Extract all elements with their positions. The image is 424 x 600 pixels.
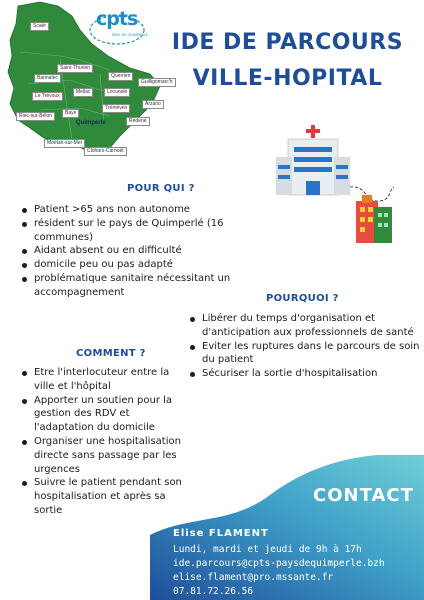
list-item: Apporter un soutien pour la gestion des RDV et l'adaptation du domicile (20, 394, 186, 435)
contact-email-2[interactable]: elise.flament@pro.mssante.fr (173, 572, 334, 583)
list-item: Sécuriser la sortie d'hospitalisation (188, 367, 420, 381)
contact-title: CONTACT (313, 485, 414, 506)
town-label: Saint-Thurien (57, 64, 93, 73)
town-label-main: Quimperlé (76, 120, 106, 126)
list-item: Etre l'interlocuteur entre la ville et l'hôpital (20, 366, 186, 394)
list-item: Aidant absent ou en difficulté (20, 244, 280, 258)
page-title-line2: VILLE-HOPITAL (192, 66, 383, 91)
town-label: Baye (62, 109, 79, 118)
page-title-line1: IDE DE PARCOURS (171, 30, 404, 55)
pour-qui-heading: POUR QUI ? (127, 183, 195, 194)
pourquoi-list (188, 312, 420, 381)
contact-hours: Lundi, mardi et jeudi de 9h à 17h (173, 544, 362, 555)
town-label: Tréméven (102, 104, 130, 113)
town-label: Clohars-Carnoët (84, 147, 127, 156)
pourquoi-heading: POURQUOI ? (266, 293, 339, 304)
contact-name: Elise FLAMENT (173, 528, 269, 539)
town-label: Riec-sur-Bélon (16, 112, 55, 121)
town-label: Arzano (142, 100, 164, 109)
town-label: Locunolé (104, 88, 130, 97)
hospital-illustration-icon (268, 125, 408, 245)
list-item: Organiser une hospitalisation directe sans passage par les urgences (20, 435, 186, 476)
town-label: Querrien (108, 72, 133, 81)
town-label: Scaër (30, 22, 49, 31)
list-item: problématique sanitaire nécessitant un accompagnement (20, 272, 280, 300)
town-label: Moëlan-sur-Mer (44, 139, 85, 148)
list-item: résident sur le pays de Quimperlé (16 communes) (20, 217, 280, 245)
logo-subtitle: PAYS DE QUIMPERLÉ (112, 33, 148, 37)
list-item: domicile peu ou pas adapté (20, 258, 280, 272)
list-item: Libérer du temps d'organisation et d'anticipation aux professionnels de santé (188, 312, 420, 340)
pour-qui-list (20, 203, 280, 300)
comment-heading: COMMENT ? (76, 348, 146, 359)
logo-text: cpts (96, 8, 138, 30)
town-label: Le Trévoux (32, 92, 63, 101)
town-label: Rédené (126, 117, 150, 126)
town-label: Bannalec (34, 74, 61, 83)
list-item: Patient >65 ans non autonome (20, 203, 280, 217)
list-item: Eviter les ruptures dans le parcours de soin du patient (188, 340, 420, 368)
contact-email-1[interactable]: ide.parcours@cpts-paysdequimperle.bzh (173, 558, 385, 569)
list-item: Suivre le patient pendant son hospitalisation et après sa sortie (20, 476, 186, 517)
town-label: Guilligomarc'h (138, 78, 176, 87)
contact-phone[interactable]: 07.81.72.26.56 (173, 586, 254, 597)
town-label: Mellac (73, 88, 93, 97)
